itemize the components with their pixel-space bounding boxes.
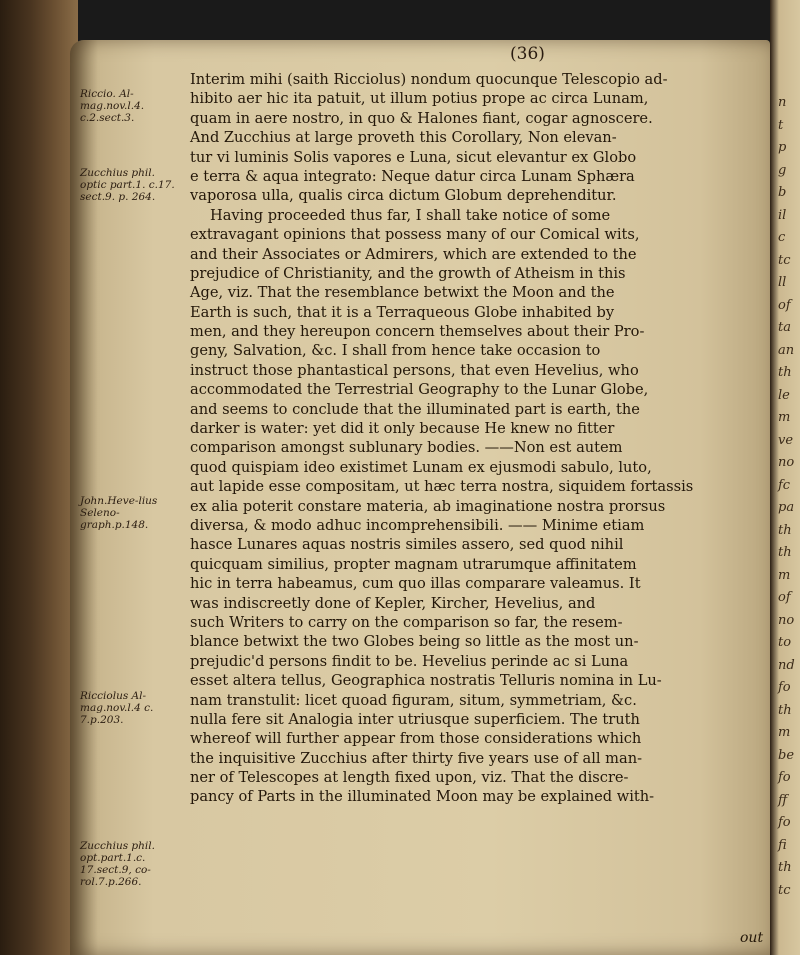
facing-page-letter: th xyxy=(778,522,792,538)
text-line: pancy of Parts in the illuminated Moon may be explained with- xyxy=(190,788,655,806)
facing-page-letter: il xyxy=(778,207,787,223)
facing-page-letter: ve xyxy=(778,432,794,448)
facing-page-letter: ta xyxy=(778,320,791,335)
facing-page-letter: to xyxy=(778,635,792,650)
facing-page-letter: t xyxy=(778,117,784,133)
text-line: quicquam similius, propter magnam utrarumque affinitatem xyxy=(190,555,637,573)
text-line: ex alia poterit constare materia, ab imaginatione nostra prorsus xyxy=(190,497,666,515)
facing-page-letter: no xyxy=(778,612,795,628)
facing-page-letter: ff xyxy=(778,792,788,808)
margin-note-hevelius: John.Heve-lius Seleno-graph.p.148. xyxy=(80,495,158,531)
facing-page-letter: of xyxy=(778,590,791,605)
facing-page-letter: tc xyxy=(778,252,791,268)
facing-page-letter: fi xyxy=(778,837,787,853)
facing-page-letter: fc xyxy=(778,477,791,493)
text-line: prejudic'd persons findit to be. Hevelius perinde ac si Luna xyxy=(190,652,629,670)
facing-page-letter: th xyxy=(778,365,792,380)
text-line: And Zucchius at large proveth this Corollary, Non elevan- xyxy=(190,129,617,147)
margin-note-zucchius-1: Zucchius phil. optic part.1. c.17. sect.9. p. 264. xyxy=(80,167,175,203)
text-line: esset altera tellus, Geographica nostratis Telluris nomina in Lu- xyxy=(190,672,662,690)
facing-page-letter: g xyxy=(778,162,787,178)
text-line: Age, viz. That the resemblance betwixt the Moon and the xyxy=(190,284,615,302)
page-number: (36) xyxy=(510,44,545,64)
facing-page-letter: th xyxy=(778,860,792,875)
text-line: and their Associates or Admirers, which are extended to the xyxy=(190,245,637,263)
catchword: out xyxy=(740,930,764,946)
facing-page-letter: ll xyxy=(778,275,787,290)
facing-page-letter: m xyxy=(778,567,791,583)
text-line: whereof will further appear from those considerations which xyxy=(190,730,642,748)
facing-page-letter: nd xyxy=(778,657,795,673)
text-line: e terra & aqua integrato: Neque datur circa Lunam Sphæra xyxy=(190,167,635,185)
margin-note-ricciolus-1: Riccio. Al-mag.nov.l.4. c.2.sect.3. xyxy=(80,88,145,124)
text-line: darker is water: yet did it only because He knew no fitter xyxy=(190,420,615,438)
facing-page-letter: of xyxy=(778,297,791,313)
text-line: blance betwixt the two Globes being so little as the most un- xyxy=(190,633,639,651)
facing-page-letter: m xyxy=(778,725,791,740)
facing-page-letter: no xyxy=(778,455,795,470)
margin-note-zucchius-2: Zucchius phil. opt.part.1.c. 17.sect.9, co-rol.7.p.266. xyxy=(80,840,155,888)
text-line: was indiscreetly done of Kepler, Kircher, Hevelius, and xyxy=(190,594,596,612)
book-spine xyxy=(0,0,78,955)
text-line: prejudice of Christianity, and the growth of Atheism in this xyxy=(190,264,626,282)
facing-page-letter: b xyxy=(778,185,787,200)
facing-page-letter: pa xyxy=(778,500,795,515)
text-line: tur vi luminis Solis vapores e Luna, sicut elevantur ex Globo xyxy=(190,148,637,166)
text-line: ner of Telescopes at length fixed upon, viz. That the discre- xyxy=(190,769,629,787)
text-line: and seems to conclude that the illuminated part is earth, the xyxy=(190,400,640,418)
facing-page-letter: fo xyxy=(778,815,791,830)
text-line: vaporosa ulla, qualis circa dictum Globum deprehenditur. xyxy=(190,187,617,205)
text-line: accommodated the Terrestrial Geography to the Lunar Globe, xyxy=(190,381,649,399)
text-line: Interim mihi (saith Ricciolus) nondum quocunque Telescopio ad- xyxy=(190,71,668,88)
facing-page-letter: c xyxy=(778,230,786,245)
text-line: hibito aer hic ita patuit, ut illum potius prope ac circa Lunam, xyxy=(190,90,649,108)
facing-page-letter: p xyxy=(778,140,787,155)
text-line: quod quispiam ideo existimet Lunam ex ejusmodi sabulo, luto, xyxy=(190,458,652,476)
body-text xyxy=(190,70,770,807)
facing-page-letter: m xyxy=(778,410,791,425)
text-line: extravagant opinions that possess many of our Comical wits, xyxy=(190,226,640,244)
text-line: nam transtulit: licet quoad figuram, situm, symmetriam, &c. xyxy=(190,691,637,709)
text-line: men, and they hereupon concern themselves about their Pro- xyxy=(190,323,645,341)
text-line: quam in aere nostro, in quo & Halones fiant, cogar agnoscere. xyxy=(190,109,653,127)
facing-page-letter: fo xyxy=(778,770,791,785)
text-line: the inquisitive Zucchius after thirty five years use of all man- xyxy=(190,749,643,767)
margin-note-ricciolus-2: Ricciolus Al-mag.nov.l.4 c. 7.p.203. xyxy=(80,690,154,726)
text-line: hic in terra habeamus, cum quo illas comparare valeamus. It xyxy=(190,575,641,593)
facing-page-letter: th xyxy=(778,545,792,560)
text-line: geny, Salvation, &c. I shall from hence take occasion to xyxy=(190,342,601,360)
text-line: comparison amongst sublunary bodies. ——Non est autem xyxy=(190,439,623,457)
facing-page-letter: tc xyxy=(778,882,791,898)
text-line: nulla fere sit Analogia inter utriusque superficiem. The truth xyxy=(190,710,640,728)
text-line: Having proceeded thus far, I shall take notice of some xyxy=(210,206,611,224)
facing-page-letter: th xyxy=(778,702,792,718)
text-line: Earth is such, that it is a Terraqueous Globe inhabited by xyxy=(190,303,615,321)
text-line: such Writers to carry on the comparison so far, the resem- xyxy=(190,613,623,631)
facing-page-letter: be xyxy=(778,747,795,763)
text-line: diversa, & modo adhuc incomprehensibili. —— Minime etiam xyxy=(190,516,645,534)
text-line: instruct those phantastical persons, that even Hevelius, who xyxy=(190,361,639,379)
facing-page-letter: an xyxy=(778,342,795,358)
text-line: hasce Lunares aquas nostris similes assero, sed quod nihil xyxy=(190,536,624,554)
facing-page-letter: n xyxy=(778,95,787,110)
facing-page-letter: le xyxy=(778,387,790,403)
facing-page-letter: fo xyxy=(778,680,791,695)
text-line: aut lapide esse compositam, ut hæc terra nostra, siquidem fortassis xyxy=(190,478,694,496)
